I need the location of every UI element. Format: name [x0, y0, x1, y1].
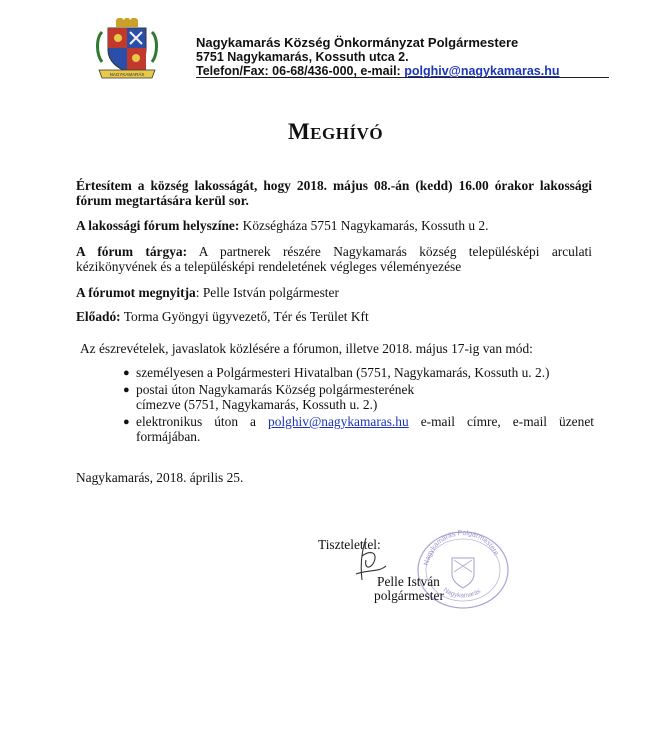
speaker-label: Előadó: — [76, 309, 121, 324]
subject-value: A partnerek részére Nagykamarás község településképi arculati kézikönyvének és a településképi rendeletének végleges véleményezése — [76, 244, 592, 274]
header-email-link[interactable]: polghiv@nagykamaras.hu — [404, 64, 560, 78]
venue-paragraph — [76, 218, 592, 233]
org-address: 5751 Nagykamarás, Kossuth utca 2. — [196, 50, 409, 64]
stamp-text-bottom: Nagykamarás — [441, 586, 482, 600]
title-initial: M — [287, 119, 311, 144]
org-contact — [196, 64, 560, 78]
subject-paragraph — [76, 244, 592, 274]
list-item — [116, 382, 594, 412]
crest-ribbon-text: NAGYKAMARÁS — [109, 72, 145, 77]
intro-paragraph: Értesítem a község lakosságát, hogy 2018. május 08.-án (kedd) 16.00 órakor lakossági fórum megtartására kerül sor. — [76, 178, 592, 208]
org-name: Nagykamarás Község Önkormányzat Polgármestere — [196, 35, 519, 50]
letterhead-divider — [196, 77, 609, 78]
letterhead — [196, 36, 560, 78]
stamp-text-top: Nagykamarás Polgármestere — [423, 529, 500, 567]
closing-greeting: Tisztelettel: — [318, 537, 381, 552]
opener-label: A fórumot megnyitja — [76, 285, 196, 300]
venue-value: Községháza 5751 Nagykamarás, Kossuth u 2. — [239, 218, 489, 233]
list-item-text: személyesen a Polgármesteri Hivatalban (5751, Nagykamarás, Kossuth u. 2.) — [136, 365, 550, 380]
speaker-value: Torma Gyöngyi ügyvezető, Tér és Terület Kft — [120, 309, 369, 324]
list-item-text: elektronikus úton a — [136, 414, 269, 429]
venue-label: A lakossági fórum helyszíne: — [76, 218, 240, 233]
speaker-paragraph — [76, 309, 592, 324]
contact-prefix: Telefon/Fax: 06-68/436-000, e-mail: — [196, 64, 405, 78]
coat-of-arms-icon — [94, 18, 160, 80]
body-email-link[interactable]: polghiv@nagykamaras.hu — [268, 414, 409, 429]
subject-label: A fórum tárgya: — [76, 244, 188, 259]
list-item-text: címezve (5751, Nagykamarás, Kossuth u. 2.) — [136, 397, 378, 412]
document-title — [0, 119, 671, 145]
bullet-icon: ● — [123, 416, 130, 428]
svg-text:Nagykamarás — [442, 587, 483, 600]
submission-methods-list — [116, 365, 594, 446]
comments-intro: Az észrevételek, javaslatok közlésére a fórumon, illetve 2018. május 17-ig van mód: — [80, 341, 533, 356]
list-item — [116, 365, 594, 380]
bullet-icon: ● — [123, 367, 130, 379]
opener-value: : Pelle István polgármester — [195, 285, 339, 300]
signatory-role: polgármester — [374, 588, 444, 603]
place-date: Nagykamarás, 2018. április 25. — [76, 470, 244, 485]
opener-paragraph — [76, 285, 592, 300]
title-rest: EGHÍVÓ — [310, 124, 384, 143]
list-item-text: e-mail címre, e-mail üzenet formájában. — [136, 414, 594, 444]
list-item-text: postai úton Nagykamarás Község polgármesterének — [136, 382, 415, 397]
signatory-name: Pelle István — [377, 574, 440, 589]
list-item — [116, 414, 594, 444]
bullet-icon: ● — [123, 384, 130, 396]
svg-text:Nagykamarás Polgármestere — [423, 530, 499, 566]
